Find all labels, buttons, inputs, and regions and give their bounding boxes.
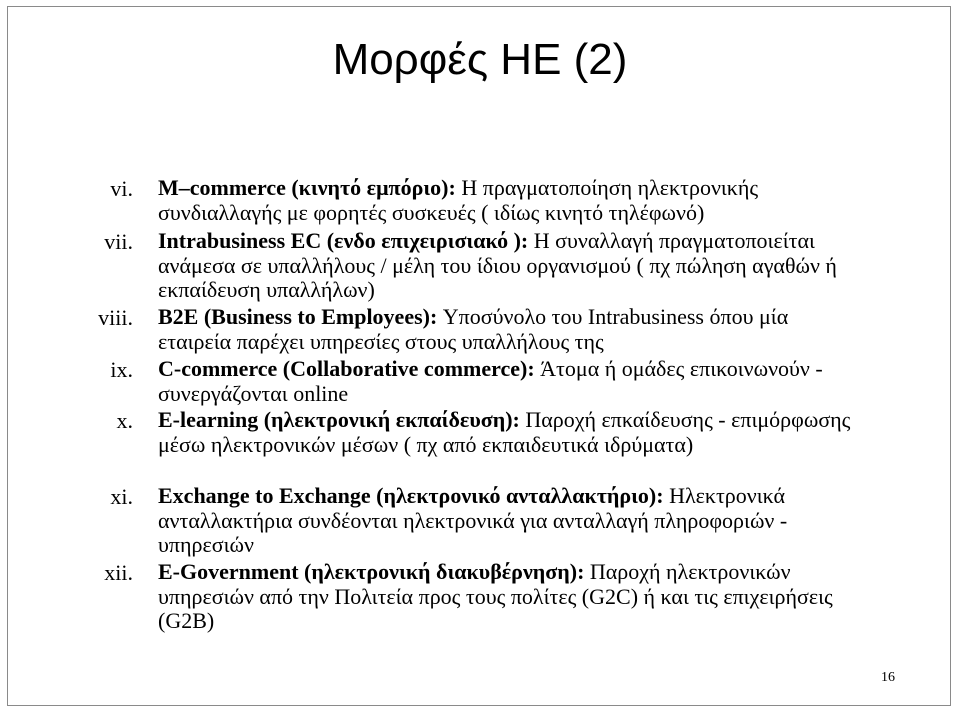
list-item-numeral: x. [116,408,133,433]
list-item-term: Exchange to Exchange (ηλεκτρονικό ανταλλακτήριο): [158,483,664,508]
list-item-description: Άτομα ή ομάδες επικοινωνούν - συνεργάζονται online [158,356,823,406]
list-item-term: E-Government (ηλεκτρονική διακυβέρνηση): [158,559,585,584]
list-item-term: B2E (Business to Employees): [158,304,438,329]
list-item-text [158,305,858,354]
list-item-description: Παροχή ηλεκτρονικών υπηρεσιών από την Πολιτεία προς τους πολίτες (G2C) ή και τις επιχειρήσεις (G2B) [158,559,833,633]
list-item-text [158,484,858,558]
list-item-description: Ηλεκτρονικά ανταλλακτήρια συνδέονται ηλεκτρονικά για ανταλλαγή πληροφοριών - υπηρεσιών [158,483,788,557]
list-item-numeral: viii. [98,305,133,330]
list-item-description: Υποσύνολο του Intrabusiness όπου μία εταιρεία παρέχει υπηρεσίες στους υπαλλήλους της [158,304,789,354]
page-number: 16 [881,670,895,685]
list-item-numeral: xii. [104,560,133,585]
list-item-description: Παροχή επκαίδευσης - επιμόρφωσης μέσω ηλεκτρονικών μέσων ( πχ από εκπαιδευτικά ιδρύματα) [158,407,851,457]
list-item-description: Η πραγματοποίηση ηλεκτρονικής συνδιαλλαγής με φορητές συσκευές ( ιδίως κινητό τηλέφωνό) [158,175,759,225]
list-item-description: Η συναλλαγή πραγματοποιείται ανάμεσα σε υπαλλήλους / μέλη του ίδιου οργανισμού ( πχ πώληση αγαθών ή εκπαίδευση υπαλλήλων) [158,228,837,302]
list-item-term: M–commerce (κινητό εμπόριο): [158,175,456,200]
list-item-text [158,229,858,303]
list-item-text [158,560,858,634]
list-item-numeral: vii. [104,229,133,254]
list-item-text [158,357,858,406]
list-item-text [158,176,858,225]
list-item-term: E-learning (ηλεκτρονική εκπαίδευση): [158,407,520,432]
list-item-text [158,408,858,457]
list-item-numeral: xi. [110,484,133,509]
list-item-term: C-commerce (Collaborative commerce): [158,356,535,381]
list-item-numeral: vi. [110,176,133,201]
list-item-numeral: ix. [110,357,133,382]
list-item-term: Intrabusiness EC (ενδο επιχειρισιακό ): [158,228,529,253]
slide-title: Μορφές ΗΕ (2) [332,35,628,84]
